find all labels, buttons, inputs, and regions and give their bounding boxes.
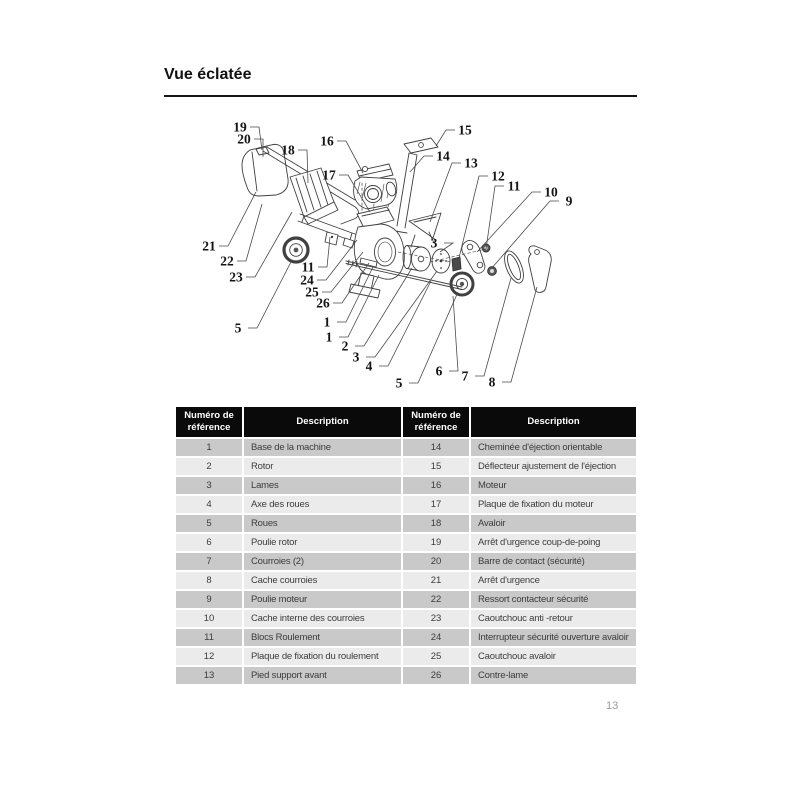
callout-leader-8 (502, 287, 537, 382)
table-cell-ref: 6 (176, 534, 242, 551)
callout-leader-14 (410, 156, 433, 172)
callout-number-20: 20 (237, 131, 251, 147)
table-cell-desc: Rotor (244, 458, 401, 475)
bearing-plate (452, 257, 461, 271)
callout-leader-15 (436, 130, 455, 146)
belt (501, 248, 528, 285)
callout-number-4: 4 (365, 358, 373, 374)
callout-leader-16 (337, 141, 363, 173)
callout-leader-3 (366, 271, 437, 357)
table-cell-ref: 26 (403, 667, 469, 684)
page-number: 13 (606, 700, 619, 712)
callout-number-3: 3 (352, 349, 360, 365)
bearing-block (325, 232, 338, 245)
table-cell-ref: 5 (176, 515, 242, 532)
parts-table (176, 407, 632, 684)
callout-number-9: 9 (565, 193, 573, 209)
table-cell-ref: 3 (176, 477, 242, 494)
callout-number-8: 8 (488, 374, 496, 390)
table-cell-desc: Pied support avant (244, 667, 401, 684)
callout-leader-13 (430, 163, 461, 222)
callout-number-26: 26 (316, 295, 330, 311)
table-cell-desc: Caoutchouc anti -retour (471, 610, 636, 627)
belt-cover (529, 246, 552, 293)
table-cell-desc: Cheminée d'éjection orientable (471, 439, 636, 456)
table-cell-desc: Roues (244, 515, 401, 532)
callout-leader-4 (379, 281, 431, 366)
callout-leader-5 (248, 260, 292, 328)
table-cell-ref: 1 (176, 439, 242, 456)
table-cell-ref: 2 (176, 458, 242, 475)
callout-number-1: 1 (325, 329, 333, 345)
callout-number-14: 14 (436, 148, 450, 164)
table-cell-desc: Arrêt d'urgence coup-de-poing (471, 534, 636, 551)
callout-number-2: 2 (341, 338, 349, 354)
table-cell-ref: 16 (403, 477, 469, 494)
callout-number-21: 21 (202, 238, 216, 254)
table-cell-desc: Courroies (2) (244, 553, 401, 570)
table-cell-desc: Déflecteur ajustement de l'éjection (471, 458, 636, 475)
table-cell-ref: 12 (176, 648, 242, 665)
inner-belt-cover (462, 240, 485, 273)
table-cell-ref: 17 (403, 496, 469, 513)
table-cell-desc: Arrêt d'urgence (471, 572, 636, 589)
table-cell-desc: Lames (244, 477, 401, 494)
table-header-cell: Description (471, 407, 636, 437)
table-cell-desc: Avaloir (471, 515, 636, 532)
table-cell-ref: 18 (403, 515, 469, 532)
callout-number-25: 25 (305, 284, 319, 300)
callout-leader-6 (449, 296, 458, 371)
callout-number-5: 5 (234, 320, 242, 336)
callout-number-18: 18 (281, 142, 295, 158)
table-cell-desc: Moteur (471, 477, 636, 494)
callout-number-7: 7 (461, 368, 469, 384)
table-cell-desc: Ressort contacteur sécurité (471, 591, 636, 608)
table-header-cell: Numéro de référence (403, 407, 469, 437)
callout-number-19: 19 (233, 119, 247, 135)
table-cell-ref: 8 (176, 572, 242, 589)
table-cell-desc: Poulie rotor (244, 534, 401, 551)
table-cell-desc: Cache courroies (244, 572, 401, 589)
table-cell-desc: Blocs Roulement (244, 629, 401, 646)
table-cell-ref: 11 (176, 629, 242, 646)
table-cell-ref: 23 (403, 610, 469, 627)
callout-number-12: 12 (491, 168, 505, 184)
table-cell-desc: Base de la machine (244, 439, 401, 456)
callout-number-11: 11 (507, 178, 521, 194)
callout-number-3: 3 (430, 235, 438, 251)
table-cell-ref: 22 (403, 591, 469, 608)
table-cell-ref: 10 (176, 610, 242, 627)
table-cell-desc: Plaque de fixation du moteur (471, 496, 636, 513)
table-cell-ref: 20 (403, 553, 469, 570)
callout-number-22: 22 (220, 253, 234, 269)
callout-number-13: 13 (464, 155, 478, 171)
callout-number-1: 1 (323, 314, 331, 330)
table-cell-ref: 13 (176, 667, 242, 684)
table-cell-desc: Caoutchouc avaloir (471, 648, 636, 665)
table-cell-ref: 7 (176, 553, 242, 570)
table-cell-desc: Interrupteur sécurité ouverture avaloir (471, 629, 636, 646)
callout-number-17: 17 (322, 167, 336, 183)
callout-leader-21 (219, 192, 256, 246)
table-cell-ref: 25 (403, 648, 469, 665)
table-cell-desc: Cache interne des courroies (244, 610, 401, 627)
table-header-cell: Description (244, 407, 401, 437)
callout-leader-7 (475, 278, 511, 376)
table-cell-ref: 24 (403, 629, 469, 646)
table-cell-ref: 4 (176, 496, 242, 513)
table-cell-desc: Barre de contact (sécurité) (471, 553, 636, 570)
table-cell-desc: Axe des roues (244, 496, 401, 513)
table-cell-ref: 14 (403, 439, 469, 456)
table-cell-ref: 19 (403, 534, 469, 551)
callout-number-11: 11 (301, 259, 315, 275)
callout-leader-19 (250, 127, 262, 150)
callout-number-5: 5 (395, 375, 403, 391)
page-title: Vue éclatée (164, 66, 252, 83)
callout-number-23: 23 (229, 269, 243, 285)
callout-number-15: 15 (458, 122, 472, 138)
callout-leader-5 (409, 292, 458, 383)
callout-number-6: 6 (435, 363, 443, 379)
table-header-cell: Numéro de référence (176, 407, 242, 437)
callout-number-16: 16 (320, 133, 334, 149)
table-cell-ref: 9 (176, 591, 242, 608)
callout-number-10: 10 (544, 184, 558, 200)
table-cell-ref: 15 (403, 458, 469, 475)
callout-leader-3 (440, 243, 453, 252)
table-cell-desc: Plaque de fixation du roulement (244, 648, 401, 665)
table-cell-ref: 21 (403, 572, 469, 589)
callout-number-24: 24 (300, 272, 314, 288)
table-cell-desc: Poulie moteur (244, 591, 401, 608)
callout-leader-22 (237, 204, 262, 261)
table-cell-desc: Contre-lame (471, 667, 636, 684)
